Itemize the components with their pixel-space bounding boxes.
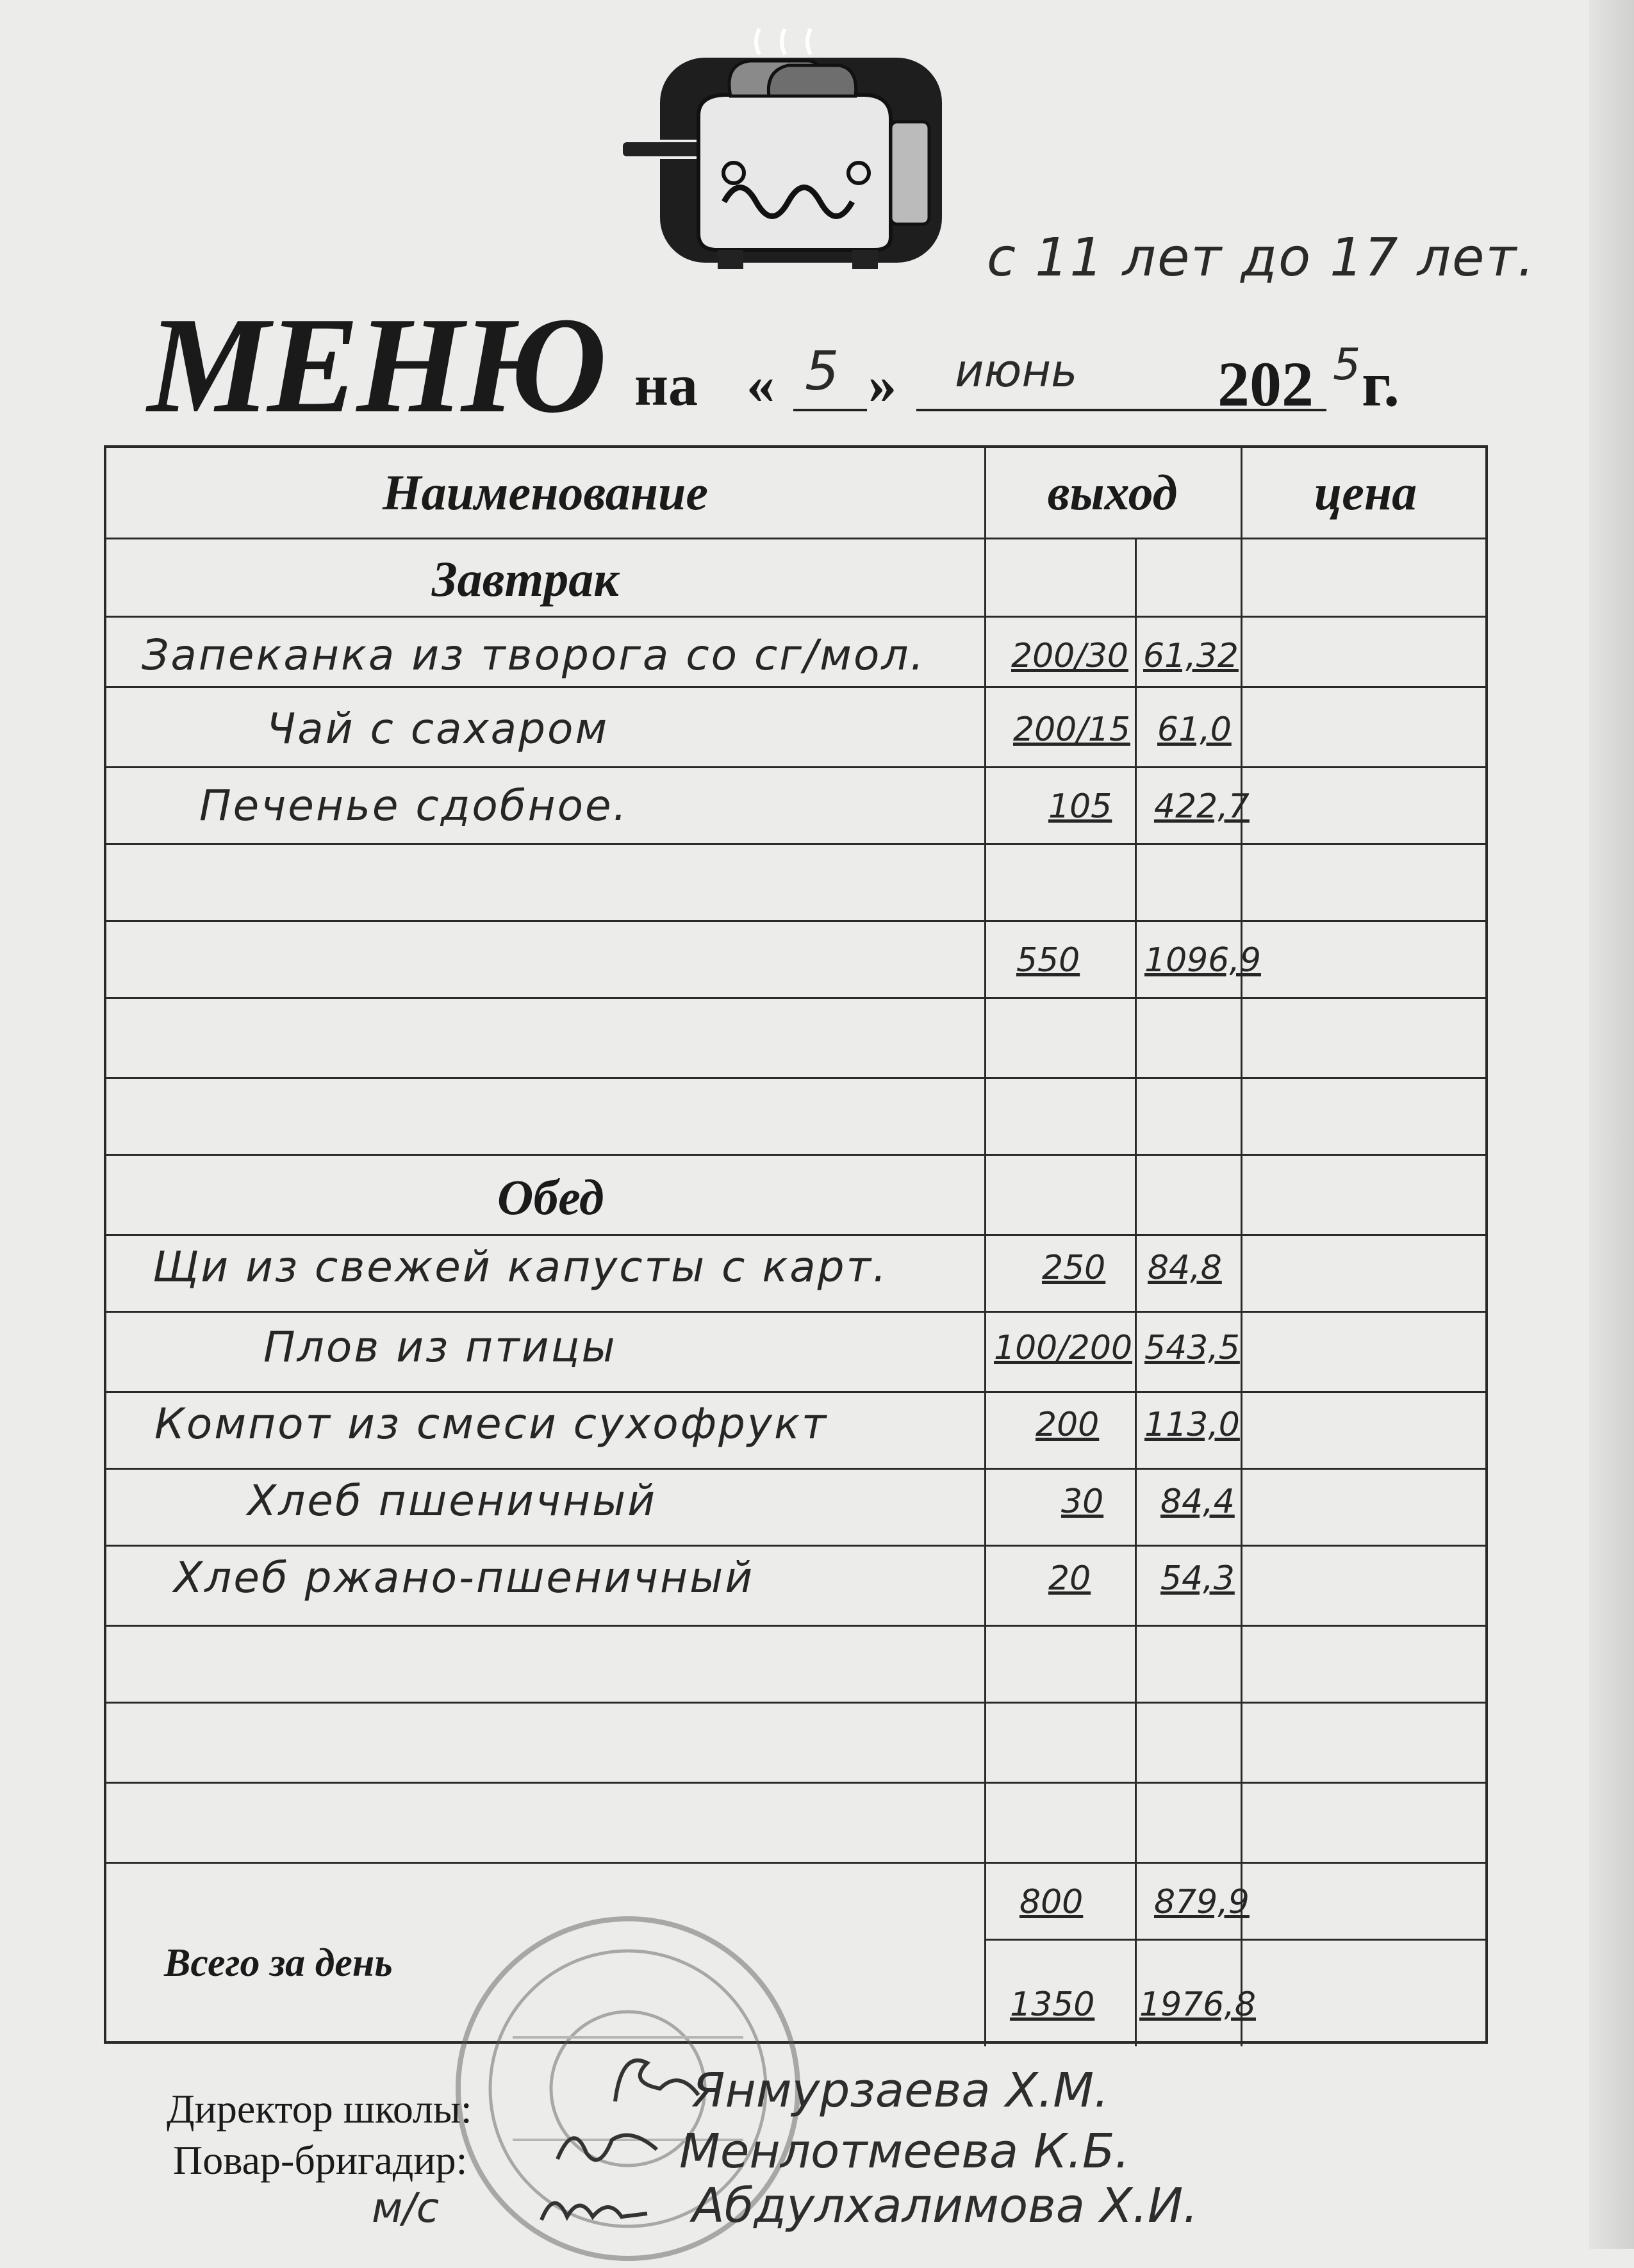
nurse-label: м/с: [372, 2185, 440, 2232]
day-total-yield: 1350: [1010, 1985, 1095, 2024]
lunch-item-yield: 200: [1036, 1406, 1100, 1444]
lunch-total-price: 879,9: [1154, 1883, 1250, 1921]
breakfast-item-name: Печенье сдобное.: [199, 781, 629, 830]
cook-name: Менлотмеева К.Б.: [679, 2124, 1130, 2179]
row-line: [106, 616, 1485, 618]
breakfast-total-yield: 550: [1016, 941, 1080, 980]
row-line: [106, 1391, 1485, 1393]
day-value: 5: [805, 340, 839, 402]
toaster-logo: [622, 26, 968, 282]
cook-signature: [548, 2114, 670, 2185]
lunch-item-price: 113,0: [1144, 1406, 1240, 1444]
breakfast-item-price: 61,32: [1143, 637, 1239, 675]
age-note: с 11 лет до 17 лет.: [987, 227, 1536, 288]
row-line: [106, 1545, 1485, 1547]
header-price: цена: [1314, 464, 1417, 520]
lunch-item-name: Плов из птицы: [263, 1322, 617, 1372]
breakfast-item-yield: 200/15: [1013, 711, 1130, 749]
section-breakfast: Завтрак: [432, 551, 619, 607]
lunch-total-yield: 800: [1019, 1883, 1084, 1921]
row-line: [106, 1154, 1485, 1156]
year-digit: 5: [1333, 340, 1361, 390]
day-total-label: Всего за день: [164, 1941, 393, 1985]
lunch-item-price: 543,5: [1144, 1329, 1240, 1367]
row-line: [106, 1625, 1485, 1627]
row-line: [106, 997, 1485, 999]
lunch-item-yield: 250: [1042, 1249, 1106, 1287]
lunch-item-name: Хлеб ржано-пшеничный: [174, 1553, 755, 1602]
row-line: [984, 1939, 1485, 1941]
col-divider-2: [1135, 538, 1137, 2046]
month-value: июнь: [955, 345, 1078, 397]
breakfast-item-price: 61,0: [1157, 711, 1232, 749]
nurse-signature: [532, 2175, 660, 2239]
day-underline: [793, 409, 867, 411]
breakfast-item-yield: 105: [1048, 787, 1112, 826]
day-total-price: 1976,8: [1139, 1985, 1256, 2024]
row-line: [106, 766, 1485, 768]
quote-close: »: [868, 354, 896, 416]
lunch-item-name: Хлеб пшеничный: [247, 1476, 657, 1525]
lunch-item-price: 84,4: [1160, 1483, 1235, 1521]
year-prefix: 202: [1217, 349, 1314, 420]
row-line: [106, 1234, 1485, 1236]
cook-label: Повар-бригадир:: [173, 2137, 468, 2183]
row-line: [106, 1468, 1485, 1470]
menu-title: [128, 288, 1506, 441]
page-edge-shadow: [1589, 0, 1634, 2249]
section-lunch: Обед: [497, 1169, 604, 1225]
nurse-name: Абдулхалимова Х.И.: [692, 2178, 1198, 2233]
row-line: [106, 920, 1485, 922]
row-line: [106, 1311, 1485, 1313]
year-suffix: г.: [1362, 349, 1400, 420]
header-name: Наименование: [382, 464, 709, 520]
lunch-item-yield: 20: [1048, 1559, 1091, 1598]
breakfast-item-yield: 200/30: [1011, 637, 1128, 675]
row-line: [106, 1862, 1485, 1864]
lunch-item-price: 54,3: [1160, 1559, 1235, 1598]
lunch-item-name: Щи из свежей капусты с карт.: [153, 1242, 888, 1292]
lunch-item-name: Компот из смеси сухофрукт: [154, 1399, 829, 1449]
lunch-item-price: 84,8: [1148, 1249, 1222, 1287]
director-label: Директор школы:: [167, 2086, 472, 2132]
director-signature: [602, 2044, 711, 2121]
row-line: [106, 538, 1485, 539]
lunch-item-yield: 100/200: [994, 1329, 1133, 1367]
row-line: [106, 686, 1485, 688]
breakfast-total-price: 1096,9: [1144, 941, 1261, 980]
lunch-item-yield: 30: [1061, 1483, 1104, 1521]
title-main: МЕНЮ: [147, 288, 604, 441]
row-line: [106, 1702, 1485, 1704]
header-yield: выход: [1047, 464, 1178, 520]
menu-table: [104, 445, 1488, 2044]
quote-open: «: [747, 354, 775, 416]
breakfast-item-name: Чай с сахаром: [267, 704, 609, 753]
row-line: [106, 1782, 1485, 1784]
breakfast-item-price: 422,7: [1154, 787, 1250, 826]
row-line: [106, 843, 1485, 845]
breakfast-item-name: Запеканка из творога со сг/мол.: [142, 630, 926, 680]
row-line: [106, 1077, 1485, 1079]
director-name: Янмурзаева Х.М.: [692, 2063, 1109, 2118]
title-na: на: [634, 352, 698, 418]
